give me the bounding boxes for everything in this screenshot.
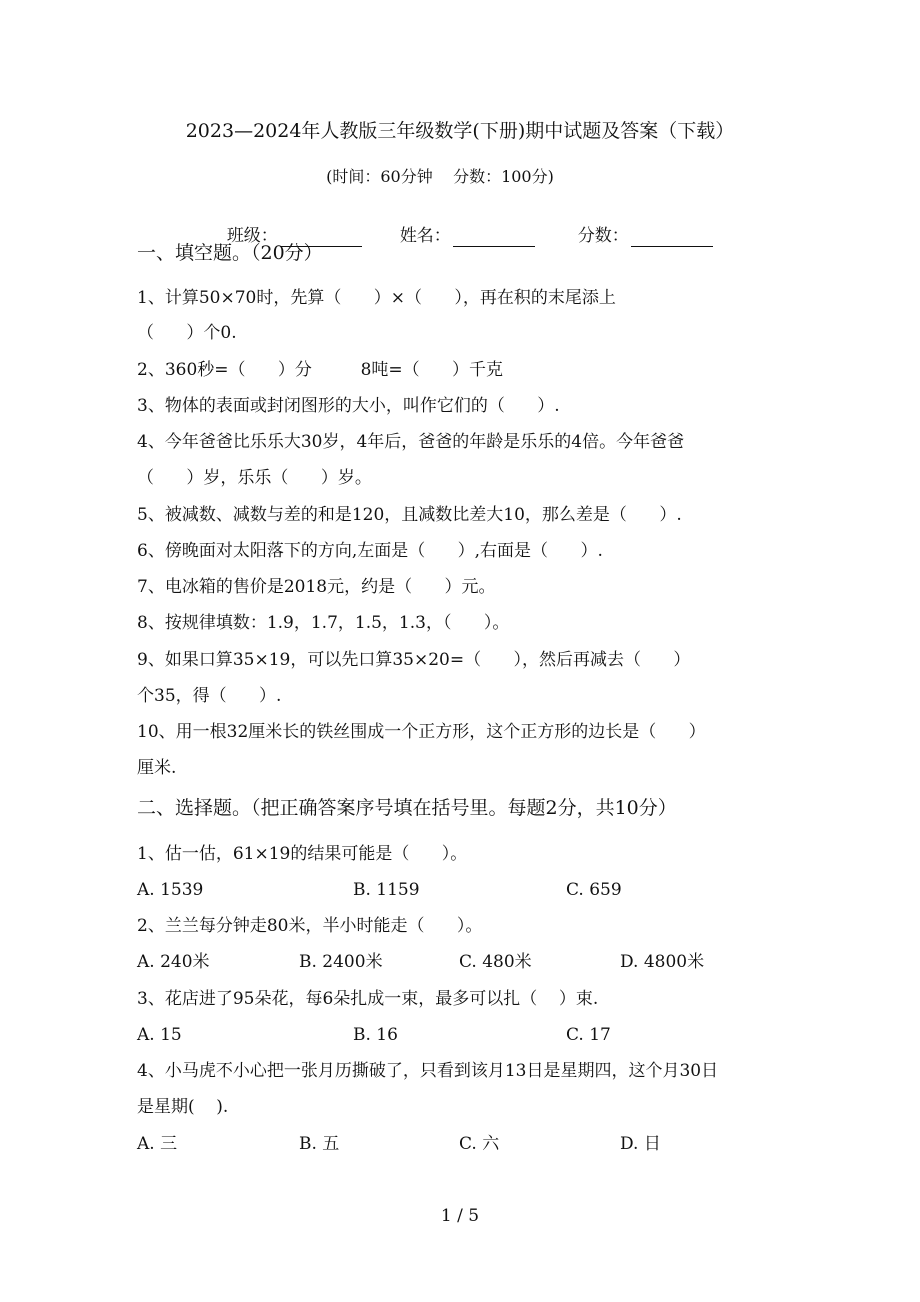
question-line: 6、傍晚面对太阳落下的方向,左面是（ ）,右面是（ ）.: [137, 541, 603, 561]
score-label: 分数：: [577, 226, 629, 246]
page-number: 1 / 5: [440, 1206, 480, 1226]
choice-option[interactable]: D. 日: [620, 1134, 661, 1154]
section-heading-multiple-choice: 二、选择题。（把正确答案序号填在括号里。每题2分，共10分）: [137, 797, 677, 819]
question-line: 7、电冰箱的售价是2018元，约是（ ）元。: [137, 577, 496, 597]
name-blank[interactable]: [453, 228, 535, 247]
score-blank[interactable]: [631, 228, 713, 247]
exam-time-and-score: (时间：60分钟 分数：100分): [326, 167, 554, 186]
question-line: （ ）岁，乐乐（ ）岁。: [137, 468, 372, 488]
choice-question-line: 是星期( ).: [137, 1097, 229, 1117]
choice-option[interactable]: A. 240米: [137, 952, 210, 972]
choice-option[interactable]: C. 六: [459, 1134, 500, 1154]
question-line: 2、360秒=（ ）分 8吨=（ ）千克: [137, 360, 504, 380]
question-line: 厘米.: [137, 758, 177, 778]
choice-question-line: 4、小马虎不小心把一张月历撕破了，只看到该月13日是星期四，这个月30日: [137, 1061, 719, 1081]
choice-option[interactable]: A. 1539: [137, 880, 204, 900]
question-line: 3、物体的表面或封闭图形的大小，叫作它们的（ ）.: [137, 396, 560, 416]
question-line: 4、今年爸爸比乐乐大30岁，4年后，爸爸的年龄是乐乐的4倍。今年爸爸: [137, 432, 685, 452]
class-label: 班级：: [226, 226, 278, 246]
choice-option[interactable]: D. 4800米: [620, 952, 705, 972]
name-label: 姓名：: [399, 226, 451, 246]
question-line: 1、计算50×70时，先算（ ）×（ ），再在积的末尾添上: [137, 288, 616, 308]
question-line: （ ）个0.: [137, 323, 237, 343]
section-heading-fill-in: 一、填空题。（20分）: [137, 242, 323, 264]
choice-option[interactable]: C. 659: [566, 880, 622, 900]
choice-option[interactable]: B. 五: [299, 1134, 340, 1154]
choice-option[interactable]: B. 16: [353, 1025, 398, 1045]
question-line: 9、如果口算35×19，可以先口算35×20=（ ），然后再减去（ ）: [137, 650, 691, 670]
choice-question-line: 2、兰兰每分钟走80米，半小时能走（ ）。: [137, 916, 483, 936]
choice-option[interactable]: C. 480米: [459, 952, 532, 972]
choice-option[interactable]: B. 1159: [353, 880, 420, 900]
choice-option[interactable]: C. 17: [566, 1025, 611, 1045]
question-line: 5、被减数、减数与差的和是120，且减数比差大10，那么差是（ ）.: [137, 505, 682, 525]
document-title: 2023—2024年人教版三年级数学(下册)期中试题及答案（下载）: [185, 120, 735, 142]
choice-option[interactable]: B. 2400米: [299, 952, 383, 972]
choice-option[interactable]: A. 三: [137, 1134, 178, 1154]
question-line: 个35，得（ ）.: [137, 686, 282, 706]
choice-option[interactable]: A. 15: [137, 1025, 182, 1045]
question-line: 10、用一根32厘米长的铁丝围成一个正方形，这个正方形的边长是（ ）: [137, 722, 706, 742]
name-field: [389, 203, 535, 247]
score-field: [567, 203, 713, 247]
question-line: 8、按规律填数：1.9，1.7，1.5，1.3，（ ）。: [137, 613, 510, 633]
choice-question-line: 1、估一估，61×19的结果可能是（ ）。: [137, 844, 468, 864]
choice-question-line: 3、花店进了95朵花，每6朵扎成一束，最多可以扎（ ）束.: [137, 989, 599, 1009]
